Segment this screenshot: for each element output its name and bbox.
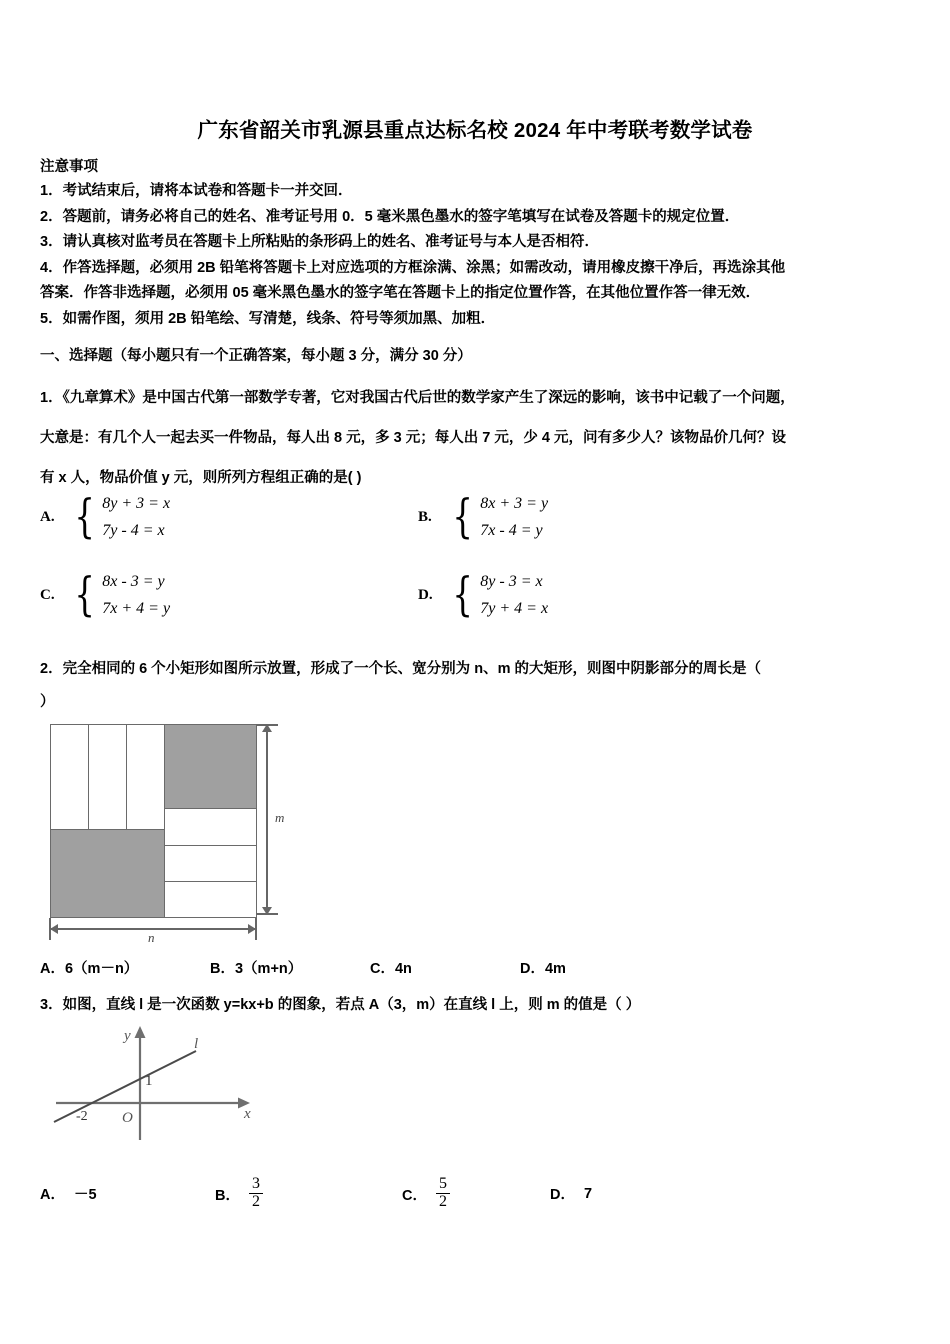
notice-item: 1．考试结束后，请将本试卷和答题卡一并交回． [40,183,353,199]
option-label: C． [370,961,395,977]
option-text: 6（m－n） [64,961,139,977]
question-3-option-d[interactable] [550,1183,592,1204]
option-row [40,556,920,634]
question-2-line: ） [40,694,55,710]
equation-line: 7x + 4 = y [102,600,171,617]
question-1-line: 1．《九章算术》是中国古代第一部数学专著，它对我国古代后世的数学家产生了深远的影响，该书中记载了一个问题， [40,390,795,406]
notice-item: 4．作答选择题，必须用 2B 铅笔将答题卡上对应选项的方框涂满、涂黑；如需改动，请用橡皮擦干净后，再选涂其他 [40,259,786,276]
question-2-option-c[interactable] [370,957,412,978]
option-label: D． [520,961,545,977]
equation-line: 8x + 3 = y [480,495,549,512]
fraction [436,1176,450,1211]
question-3-option-c[interactable] [402,1177,450,1212]
y-intercept-label: 1 [145,1073,153,1089]
option-text: －5 [73,1187,97,1203]
question-1-option-d[interactable] [418,556,778,634]
question-1-option-a[interactable] [40,478,400,556]
fraction-denominator: 2 [249,1193,263,1211]
x-intercept-label: -2 [76,1109,88,1124]
question-2-option-a[interactable] [40,957,138,978]
question-3-options [40,1155,920,1215]
big-rectangle [50,724,256,915]
equation-line: 7y - 4 = x [102,522,165,539]
option-text: 7 [583,1185,593,1202]
shaded-rect-bottom-left [50,829,165,918]
notice-item: 2．答题前，请务必将自己的姓名、准考证号用 0．5 毫米黑色墨水的签字笔填写在试卷及答题卡的规定位置． [40,208,740,225]
option-text: 4m [544,961,566,977]
small-rect-vertical-3 [126,724,165,830]
option-label: C． [402,1187,427,1204]
option-label: B. [418,508,432,525]
dimension-label-m: m [275,810,285,825]
question-3-text: 3．如图，直线 l 是一次函数 y=kx+b 的图象，若点 A（3，m）在直线 l 上，则 m 的值是（ ） [40,997,641,1013]
notice-item: 3．请认真核对监考员在答题卡上所粘贴的条形码上的姓名、准考证号与本人是否相符． [40,234,600,251]
equation-line: 8y + 3 = x [102,495,171,512]
origin-label: O [122,1110,133,1126]
fraction-numerator: 5 [438,1175,447,1192]
fraction-denominator: 2 [436,1193,450,1211]
option-label: D． [550,1187,575,1203]
line-label-l: l [194,1036,199,1052]
y-axis-label: y [124,1028,131,1044]
question-1-option-b[interactable] [418,478,778,556]
small-rect-horizontal-1 [164,808,257,846]
notice-item: 答案．作答非选择题，必须用 05 毫米黑色墨水的签字笔在答题卡上的指定位置作答，在其他位置作答一律无效． [40,285,761,302]
left-brace-icon: { [74,567,95,622]
left-brace-icon: { [74,489,95,544]
equation-line: 8x - 3 = y [102,573,165,590]
notice-list [40,179,916,333]
page-title: 广东省韶关市乳源县重点达标名校 2024 年中考联考数学试卷 [197,119,753,142]
equation-line: 8y - 3 = x [480,573,543,590]
option-label: D. [418,586,433,603]
option-label: B． [215,1187,240,1204]
option-text: 4n [394,961,412,977]
notice-heading: 注意事项 [40,159,98,175]
x-axis-label: x [244,1106,251,1122]
question-3-option-b[interactable] [215,1177,263,1212]
question-2-line: 2．完全相同的 6 个小矩形如图所示放置，形成了一个长、宽分别为 n、m 的大矩形，则图中阴影部分的周长是（ [40,661,761,677]
question-3-figure [48,1018,263,1140]
question-1-options [40,478,920,634]
question-1-option-c[interactable] [40,556,400,634]
question-1-line: 大意是：有几个人一起去买一件物品，每人出 8 元，多 3 元；每人出 7 元，少 4 元，问有多少人？该物品价几何？设 [40,430,786,446]
small-rect-horizontal-3 [164,881,257,918]
option-text: 3（m+n） [234,961,303,977]
fraction [249,1176,263,1211]
small-rect-vertical-2 [88,724,127,830]
notice-item: 5．如需作图，须用 2B 铅笔绘、写清楚，线条、符号等须加黑、加粗． [40,310,496,327]
question-3-option-a[interactable] [40,1183,97,1204]
equation-line: 7x - 4 = y [480,522,543,539]
y-axis-arrow-icon [135,1026,146,1038]
coordinate-graph-svg [48,1018,263,1140]
question-2-option-b[interactable] [210,957,302,978]
option-label: A. [40,508,55,525]
small-rect-horizontal-2 [164,845,257,882]
option-label: A． [40,961,65,977]
small-rect-vertical-1 [50,724,89,830]
option-row [40,478,920,556]
left-brace-icon: { [452,567,473,622]
question-2-text [40,653,918,719]
fraction-numerator: 3 [251,1175,260,1192]
dimension-arrow-vertical [266,724,268,915]
option-label: B． [210,961,235,977]
equation-line: 7y + 4 = x [480,600,549,617]
question-1-line: 有 x 人，物品价值 y 元，则所列方程组正确的是( ) [40,470,362,486]
section-heading: 一、选择题（每小题只有一个正确答案，每小题 3 分，满分 30 分） [40,348,472,364]
dimension-label-n: n [148,930,155,945]
option-label: C. [40,586,55,603]
question-2-figure [44,722,294,944]
left-brace-icon: { [452,489,473,544]
question-2-option-d[interactable] [520,957,566,978]
option-label: A． [40,1187,65,1203]
shaded-rect-top-right [164,724,257,809]
